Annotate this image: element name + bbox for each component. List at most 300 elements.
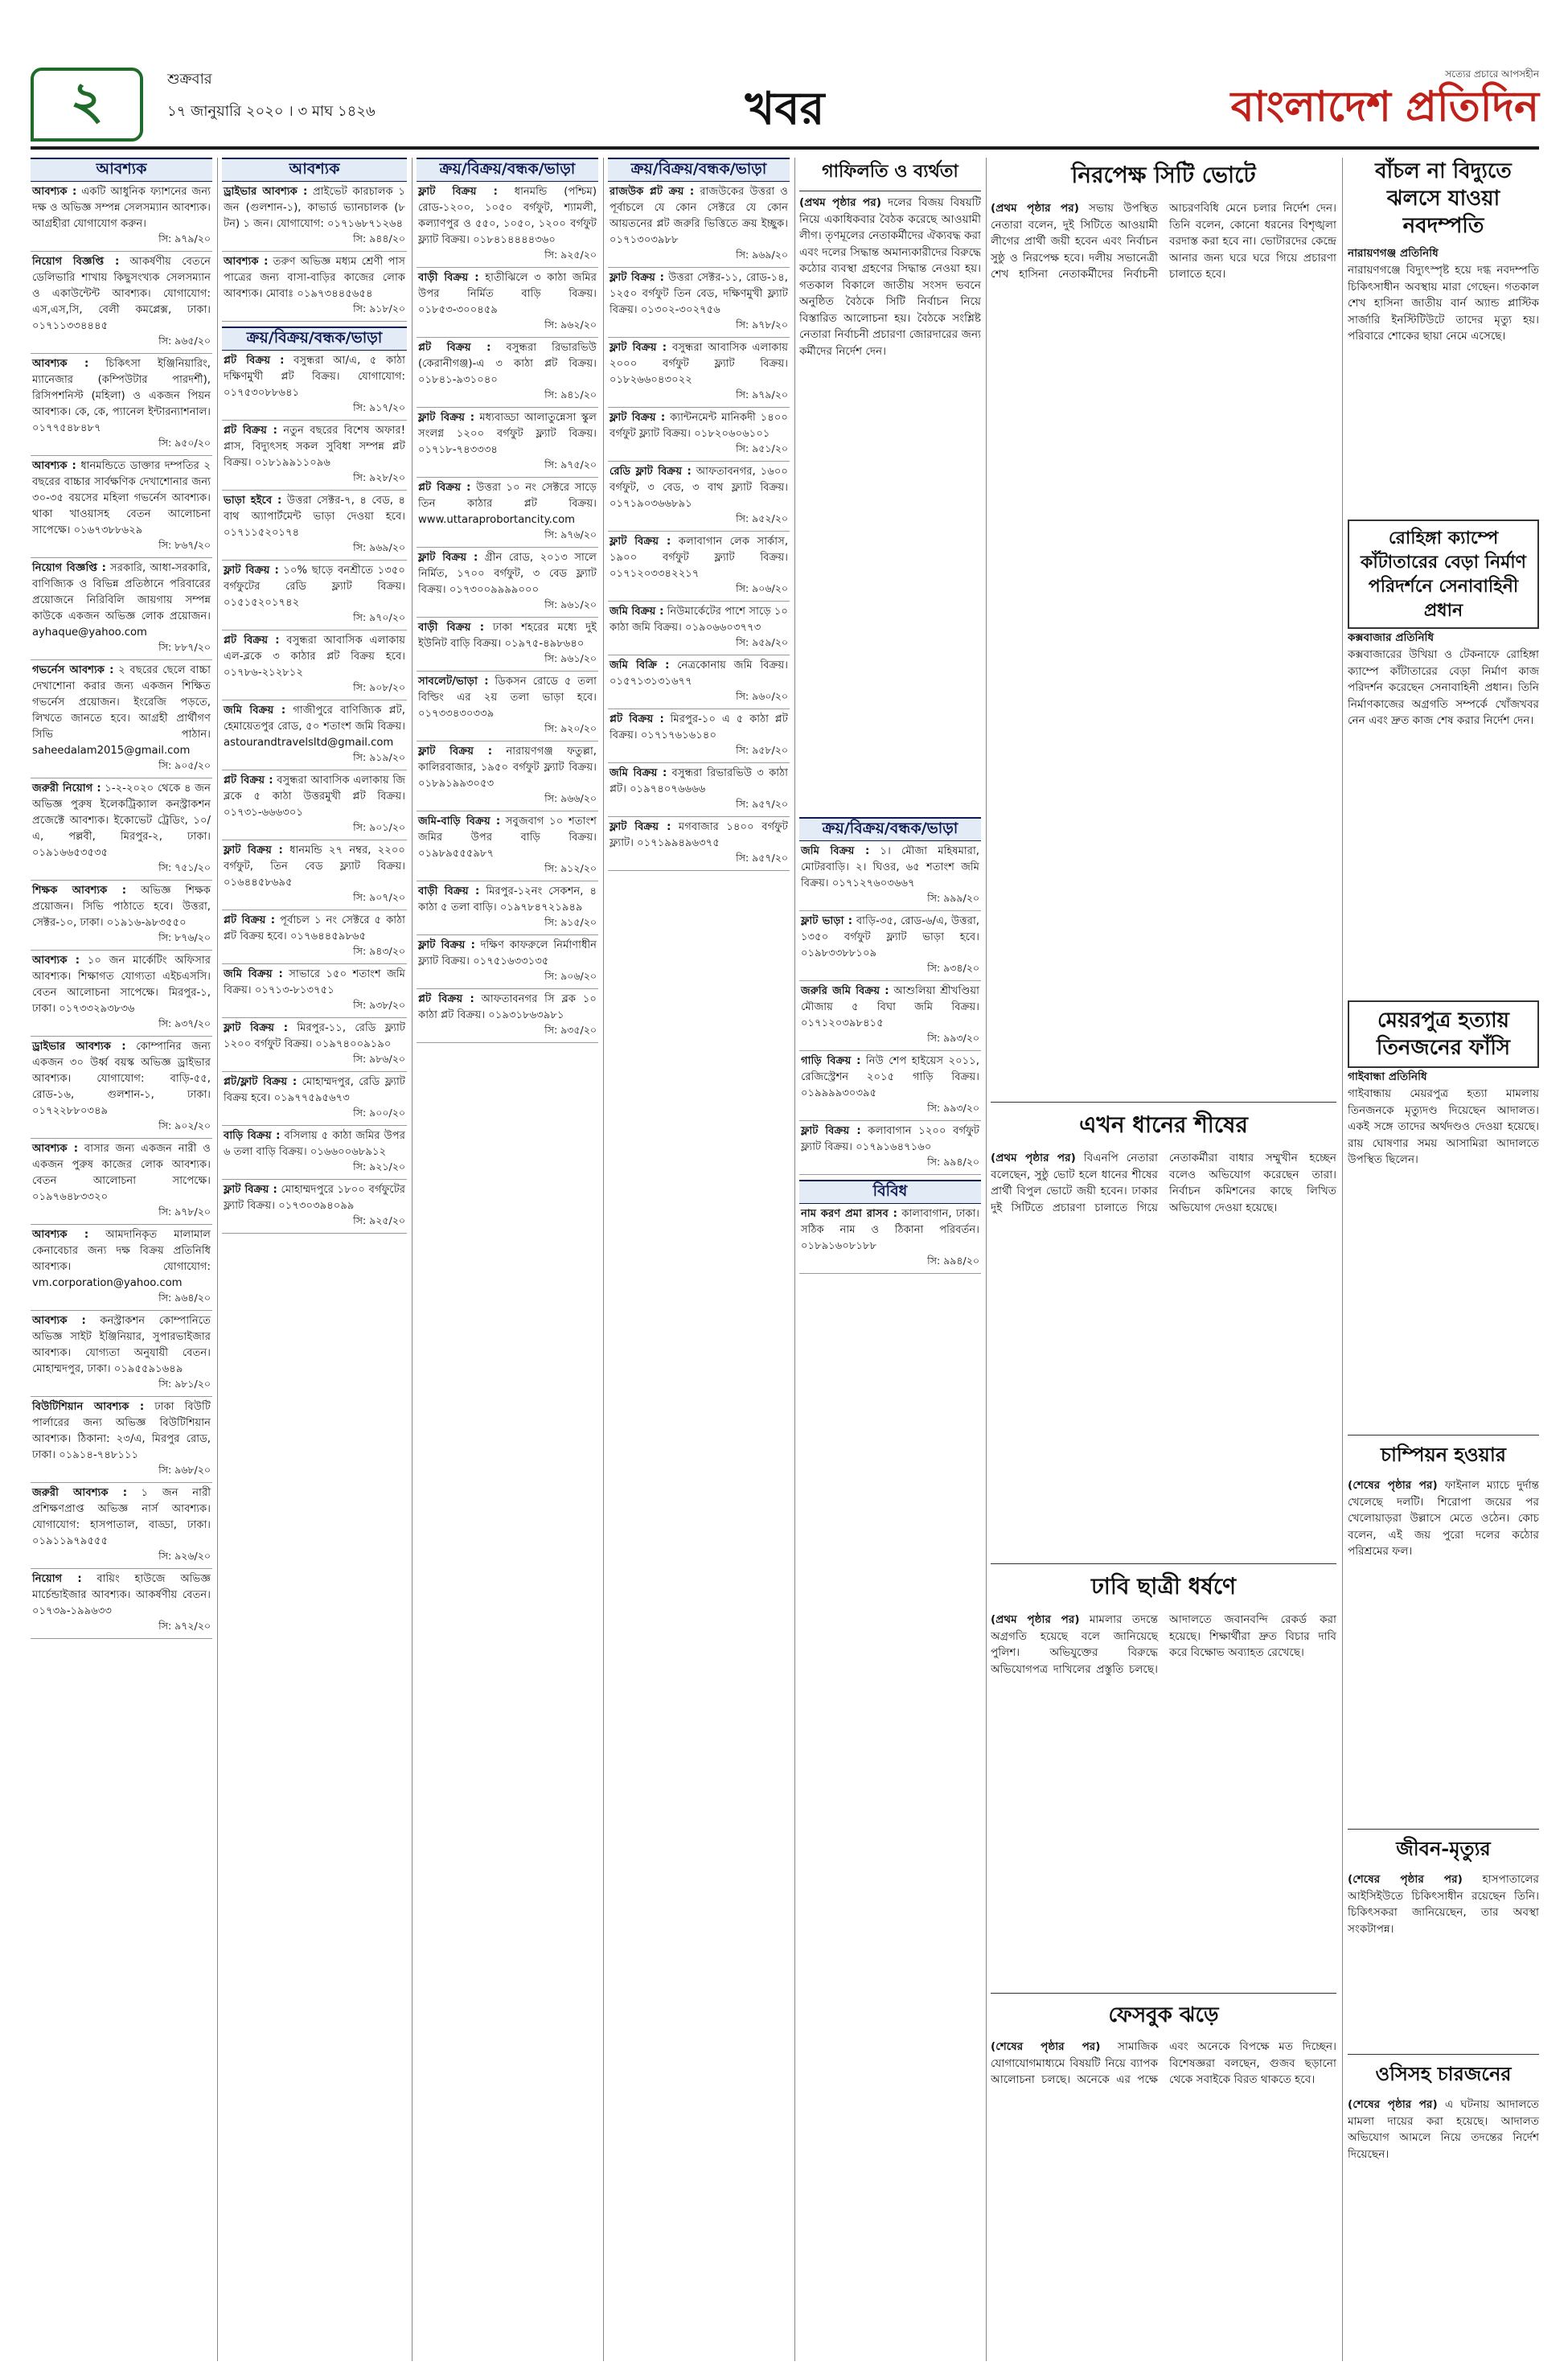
ad-title: প্লট বিক্রয় : [224, 914, 276, 926]
ad-text: প্রাইভেট কারচালক ১ জন (গুলশান-১), কাভার্ড ভ্যানচালক (৮ টন) ১ জন। যোগাযোগ: ০১৭১৬৮৭১২৬৪ [224, 186, 405, 230]
ad-text: দক্ষিণ কাফরুলে নির্মাণাধীন ফ্ল্যাট বিক্রয়। ০১৭৫১৬৩৩১৩৫ [418, 939, 597, 967]
ad-text: উত্তরা ১০ নং সেক্টরে সাড়ে তিন কাঠার প্লট বিক্রয়। www.uttaraprobortancity.com [418, 482, 597, 526]
ad-text: তরুণ অভিজ্ঞ মধ্যম শ্রেণী পাস পাত্রের জন্য বাসা-বাড়ির কাজের লোক আবশ্যক। মোবাঃ ০১৯৭৩৪৪৫৬৫৪ [224, 256, 405, 300]
ad-code: সি: ৯৫৮/২০ [608, 744, 790, 763]
classified-ad [31, 558, 212, 641]
ad-code: সি: ৭৫১/২০ [31, 861, 212, 881]
ad-title: ফ্লাট বিক্রয় : [610, 412, 666, 424]
header-date: ১৭ জানুয়ারি ২০২০ । ৩ মাঘ ১৪২৬ [167, 103, 376, 120]
ad-code: সি: ৯৪৩/২০ [222, 945, 407, 964]
ad-code: সি: ৯৬৯/২০ [222, 541, 407, 561]
ad-code: সি: ৯৫৭/২০ [608, 852, 790, 871]
ad-code: সি: ৯৭২/২০ [31, 1620, 212, 1639]
classified-ad [608, 817, 790, 852]
classified-ad [222, 252, 407, 302]
classified-ad [31, 1311, 212, 1378]
ad-code: সি: ৮৬৭/২০ [31, 539, 212, 558]
ad-text: রাজউকের উত্তরা ও পূর্বাচলে যে কোন সেক্টরে যে কোন আয়তনের প্লট জরুরি ভিত্তিতে ক্রয় ইচ্ছুক। ০১৭১৩০৩৯৮৮ [610, 186, 788, 246]
ad-text: মগবাজার ১৪০০ বর্গফুট ফ্ল্যাট। ০১৭১৯৯৪৯৬৩৭৫ [610, 821, 788, 849]
header-day: শুক্রবার [167, 71, 212, 88]
classifieds-column-3 [417, 158, 598, 2361]
ad-text: ১। মৌজা মহিষমারা, মোটরবাড়ি। ২। ঘিওর, ৬৫ শতাংশ জমি বিক্রয়। ০১৭১২৭৬০৩৬৬৭ [801, 845, 979, 889]
ad-code: সি: ৯৯৪/২০ [799, 1255, 981, 1274]
news-story-dhaner-shish [991, 1102, 1336, 1552]
story-reporter: গাইবান্ধা প্রতিনিধি [1348, 1070, 1427, 1083]
classified-ad [222, 1180, 407, 1214]
ad-text: ধানমন্ডি ২৭ নম্বর, ২২০০ বর্গফুট, তিন বেড ফ্ল্যাট বিক্রয়। ০১৬৪৪৫৮৬৯৫ [224, 844, 405, 889]
ad-code: সি: ৯৩৮/২০ [222, 999, 407, 1018]
ad-code: সি: ৯৫৭/২০ [608, 798, 790, 817]
ads-list [608, 182, 790, 871]
ad-text: আশুলিয়া শ্রীখণ্ডিয়া মৌজায় ৫ বিঘা জমি বিক্রয়। ০১৭১২০৩৯৮৪১৫ [801, 985, 980, 1029]
classified-ad [608, 602, 790, 636]
classifieds-column-2 [222, 158, 407, 2361]
ad-text: ১০ জন মার্কেটিং অফিসার আবশ্যক। শিক্ষাগত যোগ্যতা এইচএসসি। বেতন আলোচনা সাপেক্ষে। মিরপুর-১, ঢাকা। ০১৭৩৩২৯৩৮৩৬ [32, 955, 211, 1015]
ad-code: সি: ৯০৮/২০ [222, 681, 407, 700]
news-story-meyorputro [1348, 1000, 1539, 1427]
masthead [31, 68, 1539, 142]
news-story-champion [1348, 1435, 1539, 1821]
news-story-rohingya [1348, 520, 1539, 994]
ad-title: ড্রাইভার আবশ্যক : [224, 186, 308, 198]
ad-title: ফ্লাট বিক্রয় : [418, 939, 475, 951]
ad-text: ১-২-২০২০ থেকে ৪ জন অভিজ্ঞ পুরুষ ইলেকট্রিক্যাল কনস্ট্রাকশন প্রজেক্টে আবশ্যক। ইকোভেট ট্রেডিং, ১০/এ, পল্লবী, মিরপুর-২, ঢাকা। ০১৯১৬৬৫৩৫৩৫ [32, 782, 211, 859]
story-body: সভায় উপস্থিত নেতারা বলেন, দুই সিটিতে আওয়ামী লীগের প্রার্থী জয়ী হবেন এবং নির্বাচন সুষ্ঠু ও নিরপেক্ষ হবে। দলীয় সভানেত্রী শেখ হাসিনা নেতাকর্মীদের নির্বাচনী আচরণবিধি মেনে চলার নির্দেশ দেন। তিনি বলেন, কোনো ধরনের বিশৃঙ্খলা বরদাস্ত করা হবে না। ভোটারদের কেন্দ্রে আনার জন্য ঘরে ঘরে গিয়ে প্রচারণা চালাতে হবে। [991, 202, 1336, 281]
classified-ad [31, 1225, 212, 1292]
story-lead: (শেষের পৃষ্ঠার পর) [1348, 1479, 1438, 1492]
ads-list [222, 182, 407, 322]
story-headline: মেয়রপুত্র হত্যায় তিনজনের ফাঁসি [1376, 1008, 1511, 1060]
ad-code: সি: ৯৯৩/২০ [799, 1032, 981, 1051]
classified-ad [31, 354, 212, 437]
classified-ad [31, 1483, 212, 1550]
ad-title: জমি বিক্রয় : [224, 968, 283, 980]
ad-code: সি: ৯১৮/২০ [222, 302, 407, 322]
ad-code: সি: ৯৯৪/২০ [799, 1156, 981, 1175]
story-lead: (প্রথম পৃষ্ঠার পর) [799, 196, 881, 209]
ad-title: প্লট/ফ্লাট বিক্রয় : [224, 1076, 298, 1088]
classified-ad [608, 763, 790, 798]
ad-code: সি: ৯৭৮/২০ [31, 1205, 212, 1225]
ad-text: ২ বছরের ছেলে বাচ্চা দেখাশোনা করার জন্য একজন শিক্ষিত গভর্নেস প্রয়োজন। ইংরেজি পড়তে, লিখতে জানতে হবে। আগ্রহী প্রার্থীগণ সিভি পাঠান। saheedalam2015@gmail.com [32, 664, 211, 757]
ad-code: সি: ৯৭৮/২০ [608, 318, 790, 338]
ad-title: ফ্লাট বিক্রয় : [224, 565, 279, 577]
story-headline: চাম্পিয়ন হওয়ার [1348, 1435, 1539, 1472]
classifieds-column-5 [799, 817, 981, 2361]
ad-code: সি: ৯০২/২০ [31, 1119, 212, 1139]
ad-text: মিরপুর-১০ এ ৫ কাঠা প্লট বিক্রয়। ০১৭১৭৬১৬১৪০ [610, 713, 788, 741]
story-body: ফাইনাল ম্যাচে দুর্দান্ত খেলেছে দলটি। শিরোপা জয়ের পর খেলোয়াড়রা উল্লাসে মেতে ওঠেন। কোচ বলেন, এই জয় পুরো দলের কঠোর পরিশ্রমের ফল। [1348, 1479, 1539, 1558]
ad-code: সি: ৯২১/২০ [222, 1160, 407, 1180]
ad-text: আফতাবনগর, ১৬০০ বর্গফুট, ৩ বেড, ৩ বাথ ফ্ল্যাট বিক্রয়। ০১৭১৯০৩৬৬৮৯১ [610, 466, 788, 510]
news-story-nobodompoti [1348, 158, 1539, 511]
ad-title: শিক্ষক আবশ্যক : [32, 885, 126, 897]
ad-text: কলাবাগান লেক সার্কাস, ১৯০০ বর্গফুট ফ্ল্যাট বিক্রয়। ০১৭১২০৩৩৪২২১৭ [610, 536, 789, 580]
ad-code: সি: ৮৭৬/২০ [31, 931, 212, 951]
ad-text: একটি আধুনিক ফ্যাশনের জন্য দক্ষ ও অভিজ্ঞ সম্পন্ন সেলসম্যান আবশ্যক। আগ্রহীরা যোগাযোগ করুন। [32, 186, 211, 230]
ad-text: সাভারে ১৫০ শতাংশ জমি বিক্রয়। ০১৭১৩-৮১৩৭৫১ [224, 968, 405, 996]
ad-code: সি: ৯২৫/২০ [417, 248, 598, 268]
ad-text: সবুজবাগ ১০ শতাংশ জমির উপর বাড়ি বিক্রয়। ০১৯৮৯৫৫৫৯৮৭ [418, 815, 597, 860]
ad-title: আবশ্যক : [32, 955, 80, 967]
classified-ad [31, 1397, 212, 1464]
classified-ad [222, 351, 407, 401]
classified-ad [222, 630, 407, 681]
classified-ad [222, 182, 407, 232]
classified-ad [417, 182, 598, 248]
ad-code: সি: ৯৮৬/২০ [222, 1053, 407, 1072]
column-heading-secondary: ক্রয়/বিক্রয়/বন্ধক/ভাড়া [222, 327, 407, 351]
story-body: হাসপাতালের আইসিইউতে চিকিৎসাধীন রয়েছেন তিনি। চিকিৎসকরা জানিয়েছেন, তার অবস্থা সংকটাপন্ন। [1348, 1873, 1539, 1936]
classified-ad [31, 778, 212, 861]
classified-ad [222, 1126, 407, 1160]
story-headline: বাঁচল না বিদ্যুতে ঝলসে যাওয়া নবদম্পতি [1375, 159, 1512, 238]
classified-ad [608, 408, 790, 442]
ad-title: প্লট বিক্রয় : [418, 993, 474, 1005]
classified-ad [417, 478, 598, 528]
ad-code: সি: ৯২৬/২০ [31, 1550, 212, 1569]
ads-list [417, 182, 598, 1043]
classified-ad [799, 981, 981, 1032]
ad-text: কনস্ট্রাকশন কোম্পানিতে অভিজ্ঞ সাইট ইঞ্জিনিয়ার, সুপারভাইজার আবশ্যক। যোগ্যতা অনুযায়ী বেতন। মোহাম্মদপুর, ঢাকা। ০১৯৫৫৯১৬৪৯ [32, 1315, 211, 1375]
story-body: নারায়ণগঞ্জে বিদ্যুৎস্পৃষ্ট হয়ে দগ্ধ নবদম্পতি চিকিৎসাধীন অবস্থায় মারা গেছেন। গতকাল শেখ হাসিনা জাতীয় বার্ন অ্যান্ড প্লাস্টিক সার্জারি ইনস্টিটিউটে তাদের মৃত্যু হয়। পরিবারে শোকের ছায়া নেমে এসেছে। [1348, 264, 1539, 343]
classified-ad [31, 660, 212, 759]
ad-code: সি: ৯৬৯/২০ [608, 248, 790, 268]
classified-ad [799, 1051, 981, 1102]
ad-text: কোম্পানির জন্য একজন ৩০ উর্ধ্ব বয়স্ক অভিজ্ঞ ড্রাইভার আবশ্যক। যোগাযোগ: বাড়ি-৫৫, রোড-১৬, গুলশান-১, ঢাকা। ০১৭২২৮৮০৩৪৯ [32, 1041, 211, 1117]
column-heading: আবশ্যক [31, 158, 212, 182]
story-lead: (প্রথম পৃষ্ঠার পর) [991, 202, 1079, 215]
classified-ad [799, 911, 981, 962]
story-body: এ ঘটনায় আদালতে মামলা দায়ের করা হয়েছে। আদালত অভিযোগ আমলে নিয়ে তদন্তের নির্দেশ দিয়েছেন। [1348, 2098, 1539, 2161]
classified-ad [222, 491, 407, 541]
ad-title: জমি বিক্রয় : [801, 845, 870, 857]
ad-title: জরুরি জমি বিক্রয় : [801, 985, 889, 997]
ad-text: বসুন্ধরা আবাসিক এলাকায় ২০০০ বর্গফুট ফ্ল্যাট বিক্রয়। ০১৮২৬৬০৪৩০২২ [610, 342, 789, 386]
ad-title: জমি বিক্রয় : [610, 767, 667, 779]
ad-code: সি: ৯৫২/২০ [608, 512, 790, 532]
misc-heading: বিবিধ [799, 1180, 981, 1204]
ad-text: আকর্ষণীয় বেতনে ডেলিভারি শাখায় কিছুসংখ্যক সেলসম্যান ও একাউন্টেন্ট আবশ্যক। যোগাযোগ: এস,এস,সি, বেলী কমপ্লেক্স, ঢাকা। ০১৭১১৩৩৪৪৪৫ [32, 256, 211, 332]
column-divider [1342, 158, 1343, 2361]
column-heading: ক্রয়/বিক্রয়/বন্ধক/ভাড়া [608, 158, 790, 182]
ad-text: ১০% ছাড়ে বনশ্রীতে ১৩৫০ বর্গফুটের রেডি ফ্ল্যাট বিক্রয়। ০১৫১৫২০১৭৪২ [224, 565, 406, 609]
ad-title: বাড়ী বিক্রয় : [418, 622, 485, 634]
ad-title: বাড়ী বিক্রয় : [418, 885, 480, 897]
page-number: ২ [31, 68, 143, 142]
ad-title: ফ্লাট বিক্রয় : [610, 821, 671, 833]
news-story-gafilati [799, 158, 981, 811]
ad-text: মিরপুর-১১, রেডি ফ্ল্যাট ১২০০ বর্গফুট বিক্রয়। ০১৯৭৪০০৯১৯০ [224, 1022, 406, 1050]
ad-text: নিউ শেপ হাইয়েস ২০১১, রেজিস্ট্রেশন ২০১৫ গাড়ি বিক্রয়। ০১৯৯৯৯৩০৩৯৫ [801, 1055, 979, 1099]
ad-code: সি: ৯১৭/২০ [222, 401, 407, 421]
story-lead: (শেষের পৃষ্ঠার পর) [991, 2040, 1101, 2053]
ad-text: বসুন্ধরা আবাসিক এলাকায় জি ব্লকে ৫ কাঠা উত্তরমুখী প্লট বিক্রয়। ০১৭৩১-৬৬৬৩০১ [224, 774, 405, 819]
classified-ad [417, 989, 598, 1024]
classified-ad [608, 655, 790, 690]
classified-ad [31, 1037, 212, 1119]
classified-ad [31, 252, 212, 335]
ads-list [31, 182, 212, 1639]
classified-ad [222, 840, 407, 891]
column-heading: ক্রয়/বিক্রয়/বন্ধক/ভাড়া [799, 817, 981, 841]
ad-title: ফ্লাট বিক্রয় : [610, 342, 667, 354]
classified-ad [222, 910, 407, 945]
ad-text: হাতীঝিলে ৩ কাঠা জমির উপর নির্মিত বাড়ি বিক্রয়। ০১৮৫৩-৩০০৪৫৯ [418, 272, 597, 316]
ad-title: জমি বিক্রি : [610, 659, 670, 672]
ad-text: ক্যান্টনমেন্ট মানিকদী ১৪০০ বর্গফুট ফ্ল্যাট বিক্রয়। ০১৮২০৬০৬১০১ [610, 412, 789, 440]
ad-code: সি: ৯২০/২০ [417, 722, 598, 741]
classified-ad [31, 182, 212, 232]
ad-title: প্লট বিক্রয় : [418, 482, 471, 494]
ad-title: আবশ্যক : [32, 1315, 86, 1327]
ad-text: বসুন্ধরা রিভারভিউ (কেরানীগঞ্জ)-এ ৩ কাঠা প্লট বিক্রয়। ০১৮৪১-৯৩১০৪০ [418, 342, 597, 386]
classified-ad [608, 338, 790, 388]
ad-title: ফ্লাট বিক্রয় : [801, 1125, 861, 1137]
ad-title: জমি বিক্রয় : [224, 704, 286, 717]
classified-ad [417, 548, 598, 598]
ad-text: বায়িং হাউজে অভিজ্ঞ মার্চেন্ডাইজার আবশ্যক। আকর্ষণীয় বেতন। ০১৭৩৯-১৯৯৬৩৩ [32, 1573, 211, 1617]
classified-ad [31, 456, 212, 539]
ad-title: গাড়ি বিক্রয় : [801, 1055, 861, 1067]
ad-text: নতুন বছরের বিশেষ অফার! প্লাস, বিদ্যুৎসহ সকল সুবিধা সম্পন্ন প্লট বিক্রয়। ০১৮১৯৯১১০৯৬ [224, 425, 405, 469]
ad-text: নিউমার্কেটের পাশে সাড়ে ১০ কাঠা জমি বিক্রয়। ০১৯০৬৬০৩৭৭৩ [610, 606, 788, 634]
ad-title: গভর্নেস আবশ্যক : [32, 664, 114, 676]
ad-title: আবশ্যক : [32, 358, 89, 370]
ad-title: ড্রাইভার আবশ্যক : [32, 1041, 126, 1053]
classified-ad [417, 618, 598, 652]
classified-ad [608, 182, 790, 248]
story-lead: (শেষের পৃষ্ঠার পর) [1348, 1873, 1463, 1886]
ad-text: চিকিৎসা ইঞ্জিনিয়ারিং, ম্যানেজার (কম্পিউটার পারদর্শী), রিসিপশনিস্ট (মহিলা) ও একজন পিয়ন আবশ্যক। কে, কে, প্যানেল ইন্টারন্যাশনাল। ০১৭৭৫৪৮৪৮৭ [32, 358, 211, 434]
story-headline: জীবন-মৃত্যুর [1348, 1829, 1539, 1867]
story-lead: (প্রথম পৃষ্ঠার পর) [991, 1152, 1076, 1164]
ad-text: বসুন্ধরা আ/এ, ৫ কাঠা দক্ষিণমুখী প্লট বিক্রয়। যোগাযোগ: ০১৭৫৩০৮৮৬৪১ [224, 355, 405, 399]
story-headline-box [1348, 520, 1539, 629]
classified-ad [417, 935, 598, 970]
ad-title: প্লট বিক্রয় : [224, 425, 277, 437]
ad-code: সি: ৯৮১/২০ [31, 1378, 212, 1397]
ad-title: ফ্লাট বিক্রয় : [418, 412, 474, 424]
ad-text: আমদানিকৃত মালামাল কেনাবেচার জন্য দক্ষ বিক্রয় প্রতিনিধি আবশ্যক। যোগাযোগ: vm.corporation@yahoo.com [32, 1229, 211, 1289]
ad-text: ঢাকা বিউটি পার্লারের জন্য অভিজ্ঞ বিউটিশিয়ান আবশ্যক। ঠিকানা: ২৩/এ, মিরপুর রোড, ঢাকা। ০১৯১৪-৭৪৮১১১ [32, 1401, 211, 1461]
ad-code: সি: ৯৭০/২০ [222, 611, 407, 630]
column-heading: ক্রয়/বিক্রয়/বন্ধক/ভাড়া [417, 158, 598, 182]
ad-text: গাজীপুরে বাণিজ্যিক প্লট, হেমায়েতপুর রোড, ৫০ শতাংশ জমি বিক্রয়। astourandtravelsltd@gmail.com [224, 704, 405, 749]
classified-ad [222, 964, 407, 999]
brand-name: বাংলাদেশ প্রতিদিন [1230, 82, 1539, 131]
ad-text: ১ জন নারী প্রশিক্ষণপ্রাপ্ত অভিজ্ঞ নার্স আবশ্যক। যোগাযোগ: হাসপাতাল, বাড্ডা, ঢাকা। ০১৯১১৯৭৯৫৫৫ [32, 1487, 211, 1547]
ad-text: উত্তরা সেক্টর-৭, ৪ বেড, ৪ বাথ অ্যাপার্টমেন্ট ভাড়া দেওয়া হবে। ০১৭১১৫২০১৭৪ [224, 495, 405, 539]
ad-code: সি: ৯৯৯/২০ [799, 892, 981, 911]
ad-text: উত্তরা সেক্টর-১১, রোড-১৪, ১২৫০ বর্গফুট তিন বেড, দক্ষিণমুখী ফ্ল্যাট বিক্রয়। ০১৩০২-৩০২৭৫৬ [610, 272, 788, 316]
column-divider [603, 158, 604, 2361]
ad-text: নারায়ণগঞ্জ ফতুল্লা, কালিরবাজার, ১৯৫০ বর্গফুট ফ্ল্যাট বিক্রয়। ০১৮৯১৯৯৩০৫৩ [418, 745, 597, 790]
column-divider [217, 158, 218, 2361]
ad-title: বাড়ী বিক্রয় : [418, 272, 479, 284]
ad-code: সি: ৯১৫/২০ [417, 916, 598, 935]
ad-code: সি: ৯১৯/২০ [222, 751, 407, 770]
story-headline: নিরপেক্ষ সিটি ভোটে [1071, 162, 1256, 188]
ad-title: নিয়োগ বিজ্ঞপ্তি : [32, 256, 120, 268]
ad-code: সি: ৯৬৬/২০ [417, 792, 598, 811]
ad-text: আফতাবনগর সি ব্লক ১০ কাঠা প্লট বিক্রয়। ০১৯৩১৮৬৩৯৮১ [418, 993, 597, 1021]
classified-ad [31, 1139, 212, 1205]
classified-ad [799, 1121, 981, 1156]
ad-title: আবশ্যক : [32, 1143, 79, 1155]
story-lead: (শেষের পৃষ্ঠার পর) [1348, 2098, 1438, 2111]
news-story-osi [1348, 2054, 1539, 2361]
story-body: সামাজিক যোগাযোগমাধ্যমে বিষয়টি নিয়ে ব্যাপক আলোচনা চলছে। অনেকে এর পক্ষে এবং অনেকে বিপক্ষে মত দিচ্ছেন। বিশেষজ্ঞরা বলছেন, গুজব ছড়ানো থেকে সবাইকে বিরত থাকতে হবে। [991, 2040, 1336, 2086]
story-headline: রোহিঙ্গা ক্যাম্পে কাঁটাতারের বেড়া নির্মাণ পরিদর্শনে সেনাবাহিনী প্রধান [1361, 528, 1526, 621]
ad-title: প্লট বিক্রয় : [224, 635, 280, 647]
ad-title: প্লট বিক্রয় : [224, 355, 285, 367]
ad-title: ফ্লাট বিক্রয় : [418, 745, 492, 758]
ad-text: বসুন্ধরা রিভারভিউ ৩ কাঠা প্লট। ০১৯৭৪০৭৬৬৬৬ [610, 767, 789, 795]
ad-title: বিউটিশিয়ান আবশ্যক : [32, 1401, 145, 1413]
ad-text: নেত্রকোনায় জমি বিক্রয়। ০১৫৭১৩১৩১৬৭৭ [610, 659, 788, 688]
story-headline: ওসিসহ চারজনের [1348, 2054, 1539, 2092]
classified-ad [222, 561, 407, 611]
ad-code: সি: ৮৮৭/২০ [31, 641, 212, 660]
ad-title: আবশ্যক : [224, 256, 269, 268]
ad-title: প্লট বিক্রয় : [418, 342, 491, 354]
ad-code: সি: ৯৭৫/২০ [417, 458, 598, 478]
classified-ad [222, 1018, 407, 1053]
ad-code: সি: ৯৩৭/২০ [31, 1017, 212, 1037]
classified-ad [222, 700, 407, 751]
classified-ad [417, 811, 598, 862]
classified-ad [608, 462, 790, 512]
ad-code: সি: ৯৬৮/২০ [31, 1464, 212, 1483]
story-headline-box [1348, 1000, 1539, 1068]
ad-code: সি: ৯৫০/২০ [31, 437, 212, 456]
classified-ad [31, 1569, 212, 1620]
classified-ad [222, 770, 407, 821]
ad-title: জমি-বাড়ি বিক্রয় : [418, 815, 501, 828]
story-headline: গাফিলতি ও ব্যর্থতা [799, 158, 981, 191]
ad-text: ঢাকা শহরের মধ্যে দুই ইউনিট বাড়ি বিক্রয়। ০১৯৭৫-৪৯৮৬৪০ [418, 622, 597, 650]
classified-ad [222, 421, 407, 471]
brand-logo [1231, 68, 1539, 129]
ad-title: ফ্লাট ভাড়া : [801, 915, 852, 927]
classified-ad [417, 672, 598, 722]
ad-text: বাসার জন্য একজন নারী ও একজন পুরুষ কাজের লোক আবশ্যক। বেতন আলোচনা সাপেক্ষে। ০১৯৭৬৪৮৩৩২০ [32, 1143, 211, 1203]
ad-text: মিরপুর-১২নং সেকশন, ৪ কাঠা ৫ তলা বাড়ি। ০১৯৭৮৪৭২১৯৪৯ [418, 885, 597, 914]
ad-title: ভাড়া হইবে : [224, 495, 282, 507]
column-divider [412, 158, 413, 2361]
ad-text: মোহাম্মদপুরে ১৮০০ বর্গফুটের ফ্ল্যাট বিক্রয়। ০১৭৩০৩৯৪০৯৯ [224, 1184, 406, 1212]
ad-title: ফ্লাট বিক্রয় : [224, 1184, 277, 1196]
ad-text: সরকারি, আধা-সরকারি, বাণিজ্যিক ও বিভিন্ন প্রতিষ্ঠানে পরিবারের প্রয়োজনে নিরিবিলি জায়গায় সম্পন্ন কাউকে একজন অভিজ্ঞ লোক প্রয়োজন। ayhaque@yahoo.com [32, 562, 211, 639]
ad-title: জরুরী নিয়োগ : [32, 782, 101, 795]
ad-title: ফ্লাট বিক্রয় : [418, 186, 498, 198]
classified-ad [31, 951, 212, 1017]
story-reporter: কক্সবাজার প্রতিনিধি [1348, 631, 1435, 644]
classified-ad [222, 1072, 407, 1107]
ad-code: সি: ৯১২/২০ [417, 862, 598, 881]
ad-title: ফ্লাট বিক্রয় : [610, 272, 664, 284]
classified-ad [417, 408, 598, 458]
ad-code: সি: ৯৭৬/২০ [417, 528, 598, 548]
ad-text: বসিলায় ৫ কাঠা জমির উপর ৬ তলা বাড়ি বিক্রয়। ০১৬৬০০৬৮৯১২ [224, 1130, 405, 1158]
ad-text: পূর্বাচল ১ নং সেক্টরে ৫ কাঠা প্লট বিক্রয় হবে। ০১৭৬৪৪৫৯৮৬৫ [224, 914, 405, 943]
ad-code: সি: ৯৫১/২০ [608, 442, 790, 462]
ad-text: বাড়ি-৩৫, রোড-৬/এ, উত্তরা, ১৩৫০ বর্গফুট ফ্ল্যাট ভাড়া হবে। ০১৯৮৩৩৮৮১০৯ [801, 915, 979, 959]
story-reporter: নারায়ণগঞ্জ প্রতিনিধি [1348, 247, 1439, 260]
ad-code: সি: ৯০৬/২০ [608, 582, 790, 602]
ad-code: সি: ৯২৫/২০ [222, 1214, 407, 1234]
ad-code: সি: ৯৯৩/২০ [799, 1102, 981, 1121]
ads-list-secondary [222, 351, 407, 1234]
column-divider [794, 158, 795, 2361]
ad-code: সি: ৯৭৯/২০ [608, 388, 790, 408]
ad-code: সি: ৯৪১/২০ [417, 388, 598, 408]
ad-code: সি: ৯৬৫/২০ [31, 335, 212, 354]
classified-ad [417, 338, 598, 388]
ad-text: মধ্যবাড্ডা আলাতুন্নেসা স্কুল সংলগ্ন ১২০০ বর্গফুট ফ্ল্যাট বিক্রয়। ০১৭১৮-৭৪৩৩৩৪ [418, 412, 597, 456]
ad-text: ধানমন্ডি (পশ্চিম) রোড-১২০০, ১০৫০ বর্গফুট, শ্যামলী, কল্যাণপুর ও ৫৫০, ১০৫০, ১২০০ বর্গফুট ফ্ল্যাট বিক্রয়। ০১৮৪১৪৪৪৪৩৬০ [418, 186, 597, 246]
header-rule [31, 146, 1539, 150]
classified-ad [799, 1204, 981, 1255]
ad-title: নাম করণ প্রমা রাসব : [801, 1208, 897, 1220]
ad-code: সি: ৯৬১/২০ [417, 652, 598, 672]
ad-code: সি: ৯৪৪/২০ [222, 232, 407, 252]
classified-ad [608, 268, 790, 318]
ad-code: সি: ৯০৫/২০ [31, 759, 212, 778]
story-lead: (প্রথম পৃষ্ঠার পর) [991, 1613, 1080, 1626]
news-story-jibon-mrittu [1348, 1829, 1539, 2046]
ad-title: ফ্লাট বিক্রয় : [224, 844, 283, 856]
story-headline: ঢাবি ছাত্রী ধর্ষণে [991, 1563, 1336, 1607]
ad-title: রাজউক প্লট ক্রয় : [610, 186, 695, 198]
ad-title: আবশ্যক : [32, 1229, 89, 1241]
column-divider [986, 158, 987, 2361]
ad-text: গ্রীন রোড, ২০১৩ সালে নির্মিত, ১৭০০ বর্গফুট, ৩ বেড ফ্ল্যাট বিক্রয়। ০১৭৩০০৯৯৯৯০০০ [418, 552, 597, 596]
ad-code: সি: ৯৭৯/২০ [31, 232, 212, 252]
ad-text: ডিকসন রোডে ৫ তলা বিল্ডিং এর ২য় তলা ভাড়া হবে। ০১৭৩৩৪৩০৩৩৯ [418, 676, 597, 720]
classified-ad [799, 841, 981, 892]
classifieds-column-4 [608, 158, 790, 2361]
ad-title: ফ্লাট বিক্রয় : [610, 536, 671, 548]
ad-code: সি: ৯৬২/২০ [417, 318, 598, 338]
story-body: মামলার তদন্তে অগ্রগতি হয়েছে বলে জানিয়েছে পুলিশ। অভিযুক্তের বিরুদ্ধে অভিযোগপত্র দাখিলের প্রস্তুতি চলছে। আদালতে জবানবন্দি রেকর্ড করা হয়েছে। শিক্ষার্থীরা দ্রুত বিচার দাবি করে বিক্ষোভ অব্যাহত রেখেছে। [991, 1613, 1336, 1676]
ad-text: কালাবাগান, ঢাকা। সঠিক নাম ও ঠিকানা পরিবর্তন। ০১৮৯১৬০৮১৮৮ [801, 1208, 980, 1252]
ad-code: সি: ৯৫৯/২০ [608, 636, 790, 655]
ad-code: সি: ৯২৮/২০ [222, 471, 407, 491]
misc-ads-list [799, 1204, 981, 1274]
ad-text: অভিজ্ঞ শিক্ষক প্রয়োজন। সিভি পাঠাতে হবে। উত্তরা, সেক্টর-১০, ঢাকা। ০১৯১৬-৯৮৩৫৫০ [32, 885, 211, 929]
ad-code: সি: ৯০৬/২০ [417, 970, 598, 989]
ad-text: কলাবাগান ১২০০ বর্গফুট ফ্ল্যাট বিক্রয়। ০১৭৯১৬৪৭১৬০ [801, 1125, 979, 1153]
ad-text: ধানমন্ডিতে ডাক্তার দম্পতির ২ বছরের বাচ্চার সার্বক্ষণিক দেখাশোনার জন্য ৩০-৩৫ বয়সের মহিলা গভর্নেস আবশ্যক। থাকা খাওয়াসহ বেতন আলোচনা সাপেক্ষে। ০১৬৭৩৮৮৬২৯ [32, 460, 211, 536]
ad-code: সি: ৯৩৫/২০ [417, 1024, 598, 1043]
story-body: দলের বিজয় বিষয়টি নিয়ে একাধিকবার বৈঠক করেছে আওয়ামী লীগ। তৃণমূলের নেতাকর্মীদের ঐক্যবদ্ধ করা এবং দলের সিদ্ধান্ত অমান্যকারীদের বিরুদ্ধে কঠোর ব্যবস্থা গ্রহণের সিদ্ধান্ত নেওয়া হয়। গতকাল বিকালে জাতীয় সংসদ ভবনে অনুষ্ঠিত বৈঠকে সিটি নির্বাচন নিয়ে বিস্তারিত আলোচনা হয়। বৈঠকে সংশ্লিষ্ট নেতারা নির্বাচনী প্রচারণা জোরদারের জন্য কর্মীদের নির্দেশ দেন। [799, 196, 981, 358]
ad-title: রেডি ফ্লাট বিক্রয় : [610, 466, 692, 478]
ads-list [799, 841, 981, 1175]
ad-title: নিয়োগ : [32, 1573, 82, 1585]
news-story-niropekkho [991, 158, 1336, 1090]
ad-code: সি: ৯৬১/২০ [417, 598, 598, 618]
ad-text: বসুন্ধরা আবাসিক এলাকায় এল-ব্লকে ৩ কাঠার প্লট বিক্রয় হবে। ০১৭৮৬-২১২৮১২ [224, 635, 405, 679]
classified-ad [608, 532, 790, 582]
classified-ad [417, 741, 598, 792]
ad-title: জরুরী আবশ্যক : [32, 1487, 127, 1499]
news-story-dhabi [991, 1563, 1336, 1982]
ad-text: মোহাম্মদপুর, রেডি ফ্ল্যাট বিক্রয় হবে। ০১৯৭৭৫৯৫৬৭৩ [224, 1076, 405, 1104]
story-body: বিএনপি নেতারা বলেছেন, সুষ্ঠু ভোট হলে ধানের শীষের প্রার্থী বিপুল ভোটে জয়ী হবেন। ঢাকার দুই সিটিতে প্রচারণা চালাতে গিয়ে নেতাকর্মীরা বাধার সম্মুখীন হচ্ছেন বলেও অভিযোগ করেছেন তারা। নির্বাচন কমিশনের কাছে লিখিত অভিযোগ দেওয়া হয়েছে। [991, 1152, 1336, 1214]
ad-title: জমি বিক্রয় : [610, 606, 664, 618]
